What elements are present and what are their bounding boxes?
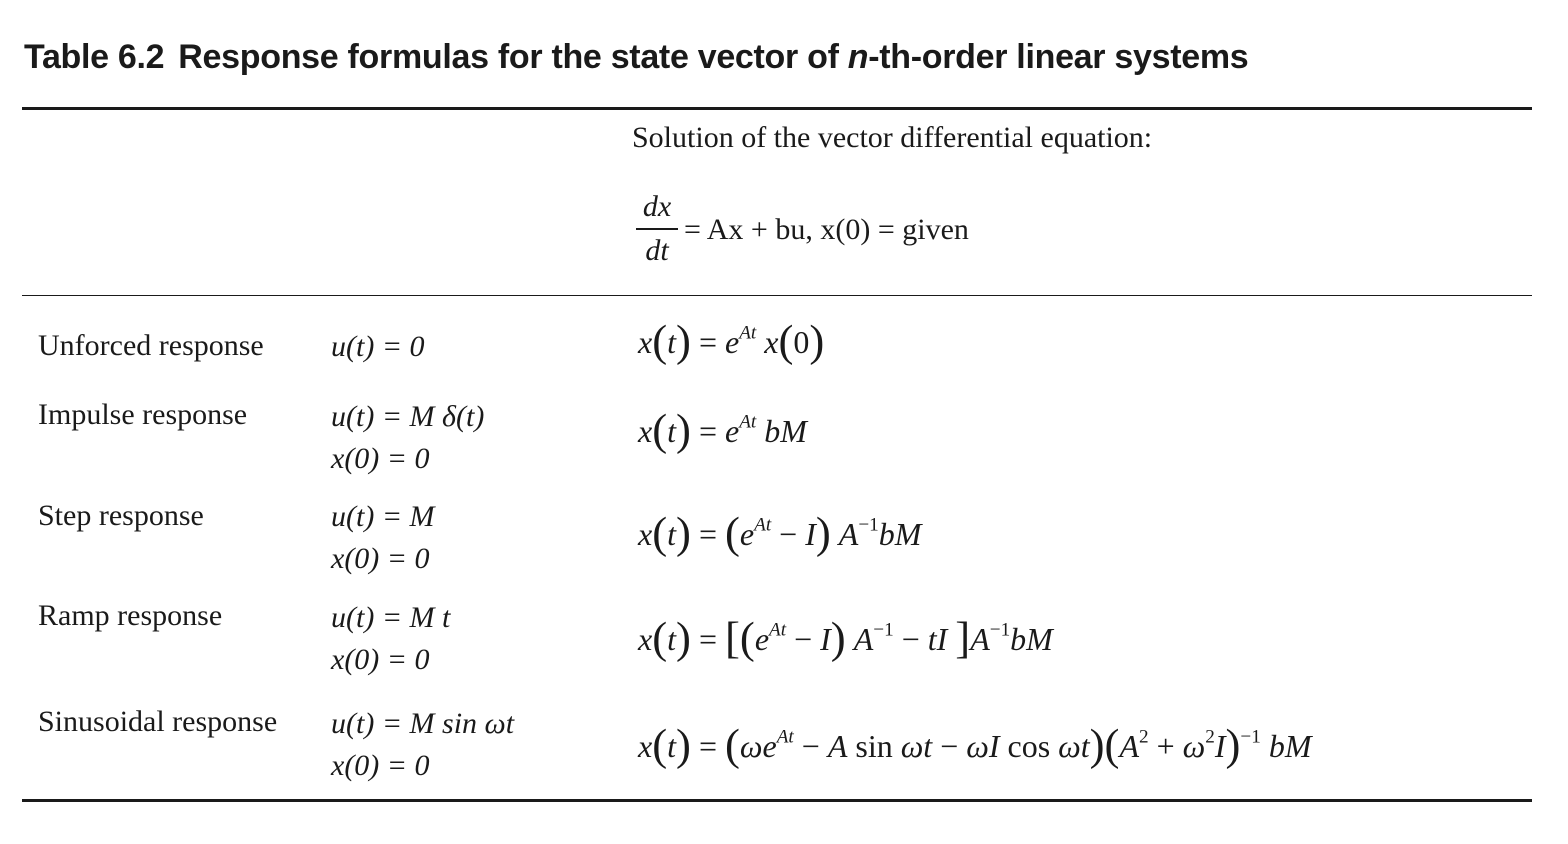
row-label-ramp: Ramp response [38,599,223,632]
condition-initial: x(0) = 0 [331,542,430,575]
header-equation: = Ax + bu, x(0) = given [684,213,969,246]
row-formula-ramp: $x(t) = [(e^{At} - I) A^{-1}$ − tI ]$A^{-1}bM$ [638,612,1053,663]
row-label-impulse: Impulse response [38,398,248,431]
row-condition-ramp [331,597,450,681]
row-formula-step: $x(t) = (e^{At} - I)$ $A^{-1}bM$ [638,507,922,558]
table-caption [24,38,1248,77]
condition-input: u(t) = M δ(t) [331,400,485,433]
condition-initial: x(0) = 0 [331,442,430,475]
table-title-n: n [847,38,869,76]
condition-initial: x(0) = 0 [331,749,430,782]
row-condition-step [331,496,435,580]
header-rule [22,295,1532,296]
row-formula-unforced: $x(t) = e^{At}$ x(0) [638,315,825,366]
header-solution-text: Solution of the vector differential equation: [632,121,1153,154]
table-number: Table 6.2 [24,38,165,76]
row-condition-impulse [331,396,484,480]
fraction-bar [636,228,678,230]
row-condition-sinusoidal [331,703,514,787]
row-label-unforced: Unforced response [38,329,264,362]
row-formula-sinusoidal: $x(t) = (\omega e^{At} - A$ sin ωt − ωI $\cos \omega t)(A^2 + \omega^2I)^{-1}$ bM [638,719,1312,770]
bottom-rule [22,799,1532,802]
fraction-denominator: dt [645,233,669,267]
row-label-step: Step response [38,499,204,532]
table-title-post: -th-order linear systems [868,38,1249,76]
row-condition-unforced [331,326,425,368]
fraction-numerator: dx [642,190,672,223]
table-title-pre: Response formulas for the state vector of [178,38,848,76]
condition-input: u(t) = M t [331,601,451,634]
top-rule [22,107,1532,110]
row-formula-impulse: $x(t) = e^{At}$ bM [638,404,807,455]
row-label-sinusoidal: Sinusoidal response [38,705,278,738]
condition-input: u(t) = M sin ωt [331,707,515,740]
condition-initial: x(0) = 0 [331,643,430,676]
condition-input: u(t) = M [331,500,435,533]
header-fraction [636,190,678,268]
condition-input: u(t) = 0 [331,330,425,363]
